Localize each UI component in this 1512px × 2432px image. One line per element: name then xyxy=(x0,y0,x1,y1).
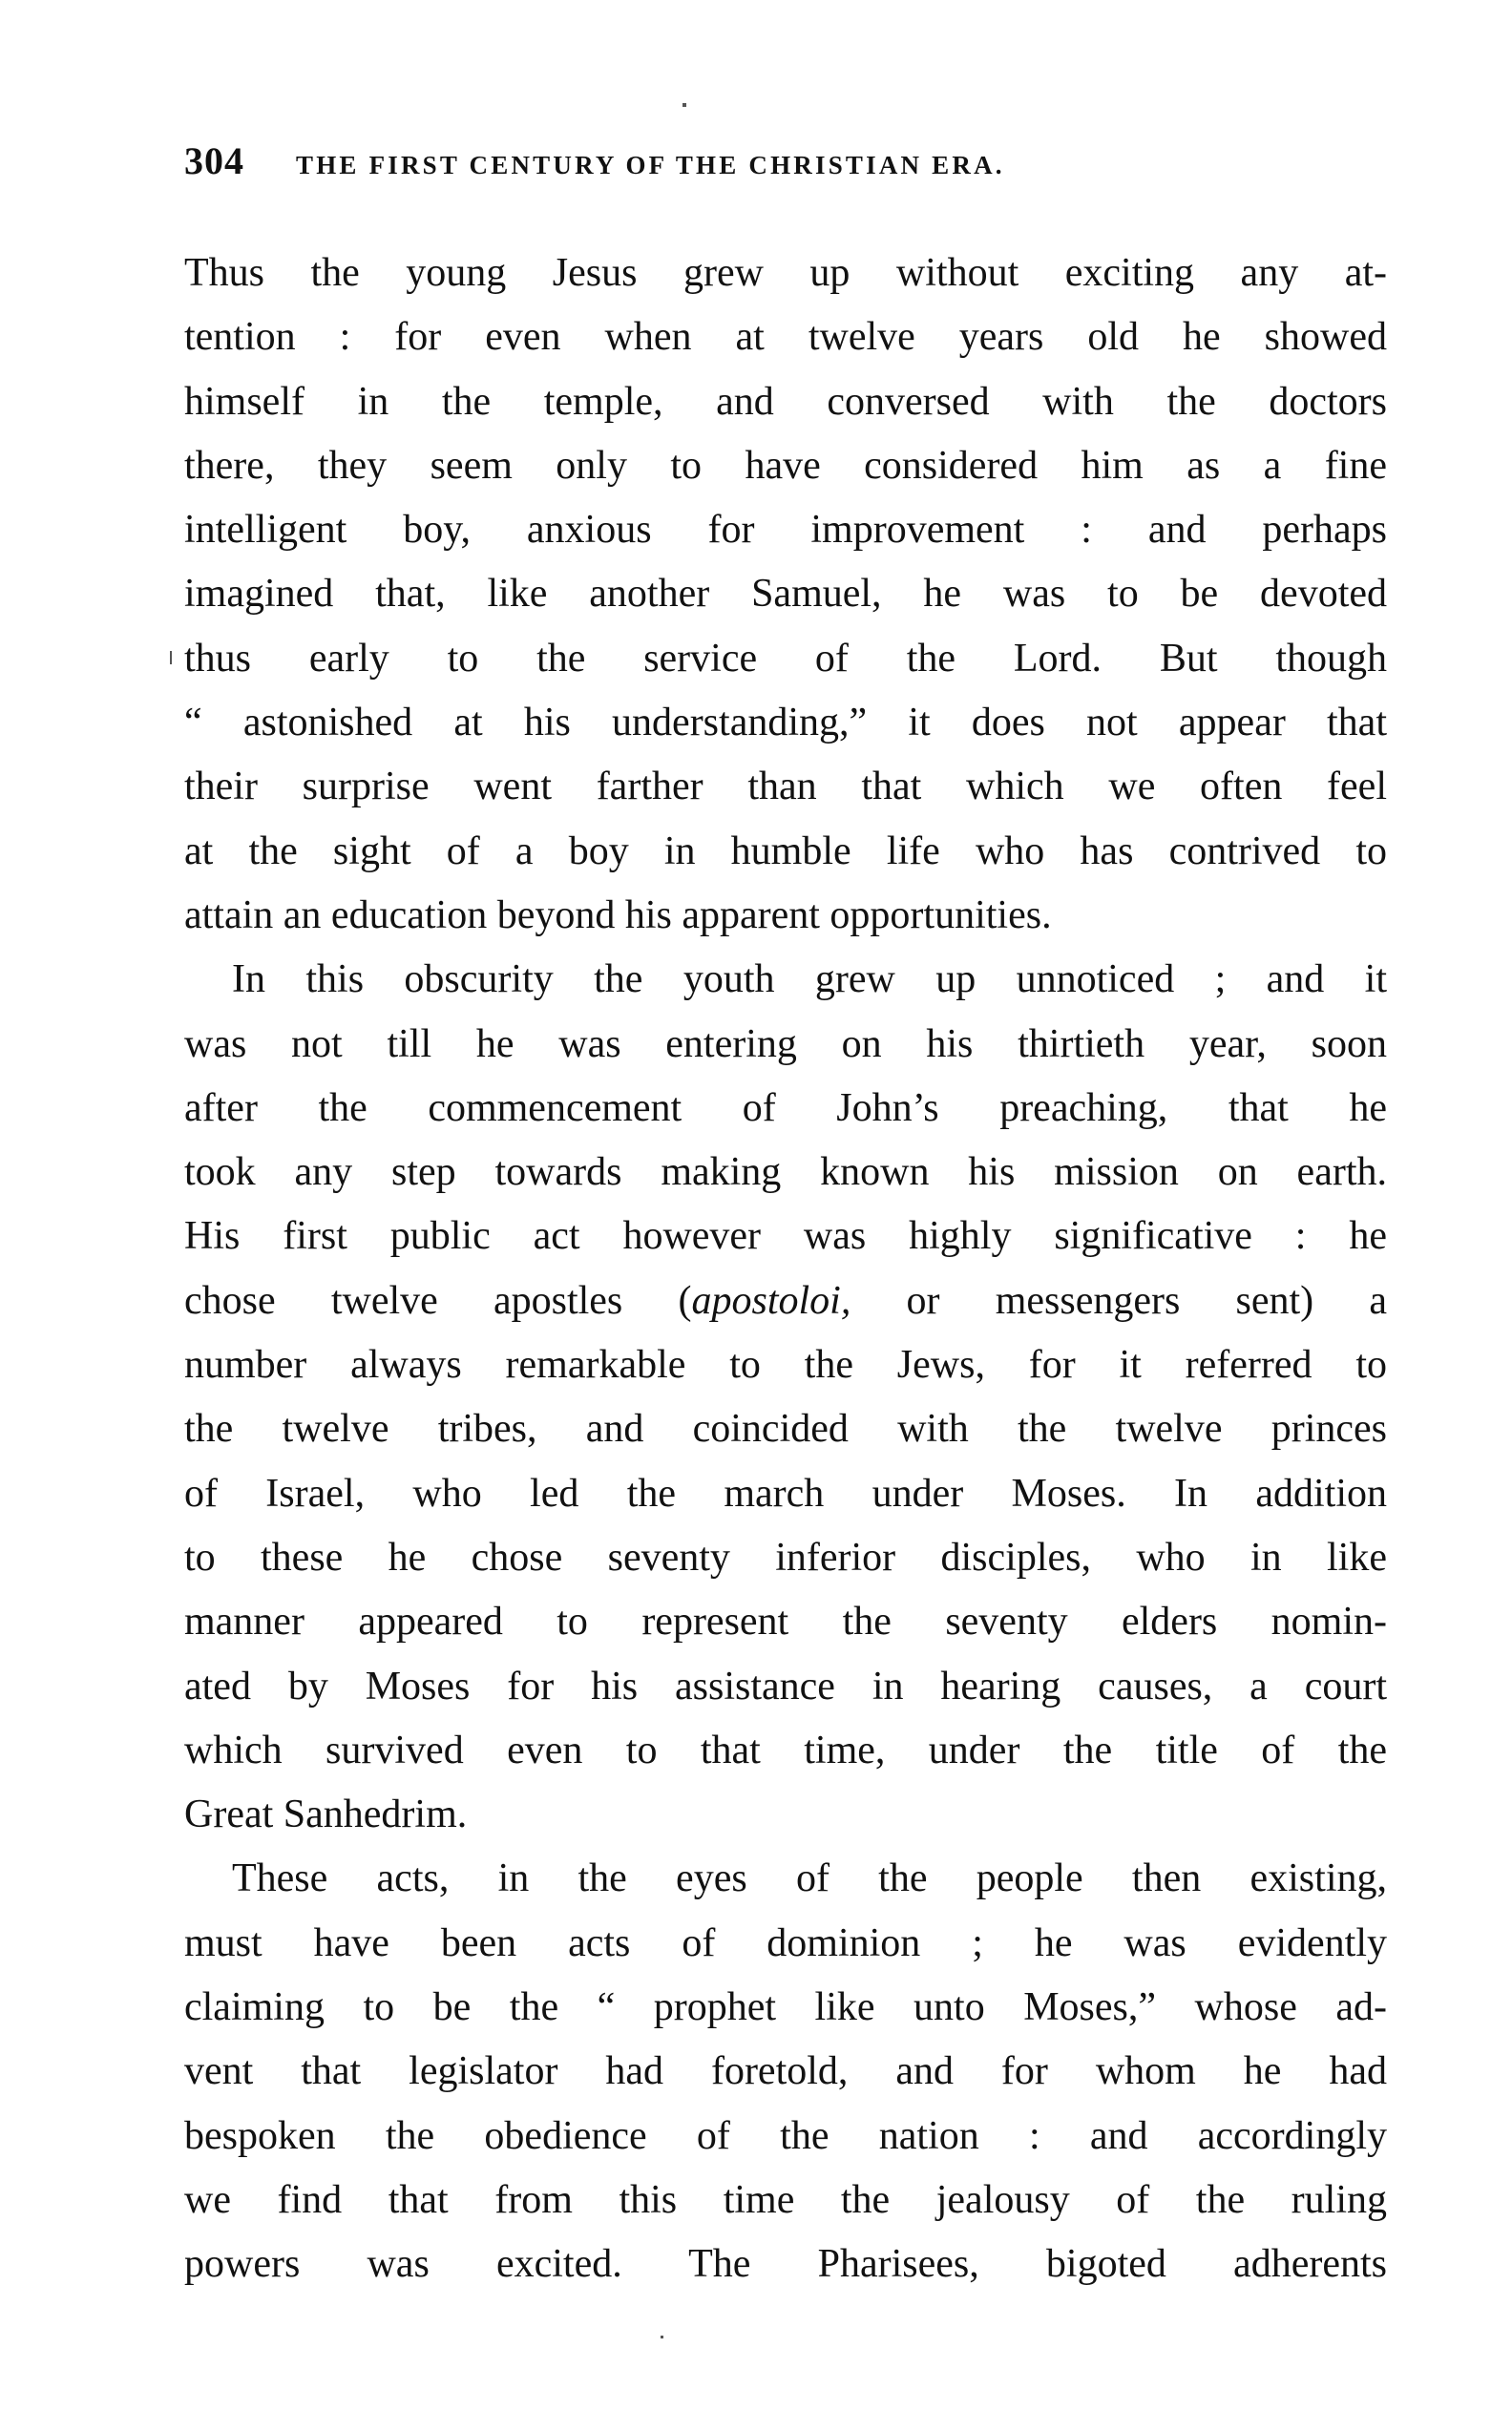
text-line: powers was excited. The Pharisees, bigoted adherents xyxy=(184,2242,1387,2287)
text-line: number always remarkable to the Jews, for it referred to xyxy=(184,1343,1387,1388)
italic-term: apostoloi, xyxy=(691,1278,851,1323)
text-line: of Israel, who led the march under Moses. In addition xyxy=(184,1471,1387,1516)
text-segment: or messengers sent) a xyxy=(850,1278,1387,1323)
text-line: manner appeared to represent the seventy elders nomin- xyxy=(184,1600,1387,1645)
text-line: imagined that, like another Samuel, he was to be devoted xyxy=(184,572,1387,617)
running-head: THE FIRST CENTURY OF THE CHRISTIAN ERA. xyxy=(296,151,1005,179)
text-line: Great Sanhedrim. xyxy=(184,1793,468,1837)
text-segment: chose twelve apostles ( xyxy=(184,1278,692,1323)
text-line: “ astonished at his understanding,” it does not appear that xyxy=(184,701,1387,745)
scan-speck xyxy=(170,651,172,664)
text-line: tention : for even when at twelve years old he showed xyxy=(184,315,1387,360)
text-line: Thus the young Jesus grew up without exciting any at- xyxy=(184,251,1387,295)
text-line: there, they seem only to have considered him as a fine xyxy=(184,443,1387,488)
scan-speck xyxy=(661,2336,663,2338)
text-line: at the sight of a boy in humble life who has contrived to xyxy=(184,828,1387,873)
text-line: to these he chose seventy inferior disciples, who in like xyxy=(184,1535,1387,1580)
text-line: which survived even to that time, under the title of the xyxy=(184,1728,1387,1772)
text-line: His first public act however was highly significative : he xyxy=(184,1214,1387,1259)
text-line: thus early to the service of the Lord. But though xyxy=(184,636,1387,681)
text-line: took any step towards making known his mission on earth. xyxy=(184,1150,1387,1195)
text-line: was not till he was entering on his thirtieth year, soon xyxy=(184,1021,1387,1066)
text-line: the twelve tribes, and coincided with the twelve princes xyxy=(184,1407,1387,1452)
page-number: 304 xyxy=(184,139,244,182)
text-line: after the commencement of John’s preaching, that he xyxy=(184,1085,1387,1130)
text-line: must have been acts of dominion ; he was evidently xyxy=(184,1920,1387,1965)
scan-speck xyxy=(682,103,686,107)
text-line: their surprise went farther than that which we often feel xyxy=(184,765,1387,809)
text-line: vent that legislator had foretold, and for whom he had xyxy=(184,2049,1387,2094)
text-line: claiming to be the “ prophet like unto Moses,” whose ad- xyxy=(184,1985,1387,2030)
page-header xyxy=(184,138,1387,186)
text-line: himself in the temple, and conversed with the doctors xyxy=(184,379,1387,424)
text-line: attain an education beyond his apparent opportunities. xyxy=(184,892,1052,937)
text-line-with-italic xyxy=(184,1269,1387,1333)
body-text xyxy=(184,241,1387,2297)
text-line: intelligent boy, anxious for improvement : and perhaps xyxy=(184,508,1387,553)
text-line: we find that from this time the jealousy of the ruling xyxy=(184,2177,1387,2222)
text-line: bespoken the obedience of the nation : and accordingly xyxy=(184,2113,1387,2158)
text-line: ated by Moses for his assistance in hearing causes, a court xyxy=(184,1664,1387,1709)
paragraph-start-line: These acts, in the eyes of the people then existing, xyxy=(232,1856,1387,1901)
paragraph-start-line: In this obscurity the youth grew up unnoticed ; and it xyxy=(232,957,1387,1002)
